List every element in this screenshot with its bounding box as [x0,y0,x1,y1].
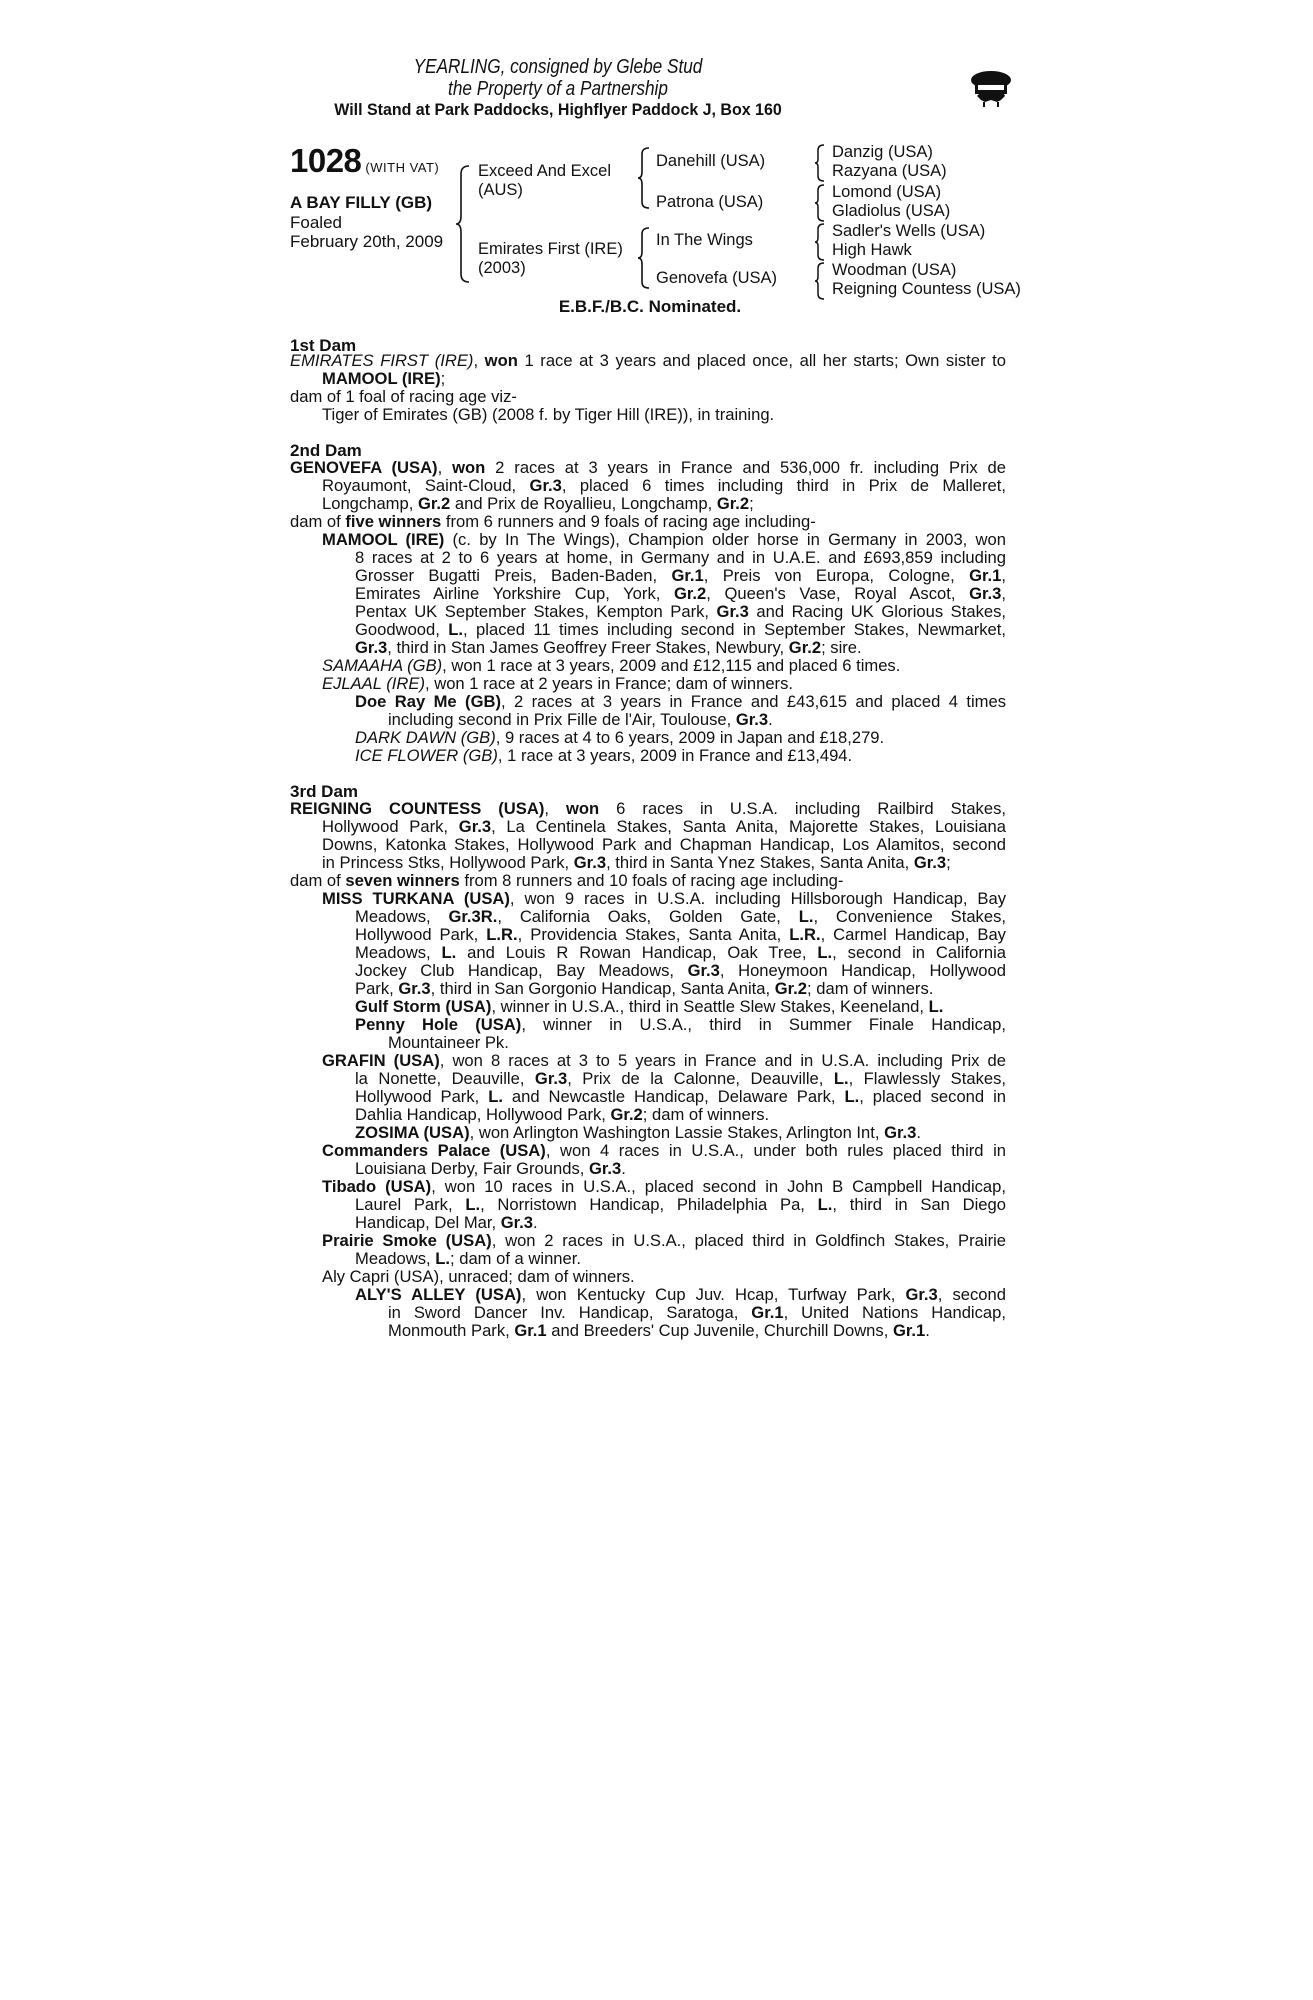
lot-number-block [290,143,439,179]
first-dam-line: EMIRATES FIRST (IRE), won 1 race at 3 years and placed once, all her starts; Own sister to [290,351,1006,370]
grandparent-2: Razyana (USA) [832,162,947,180]
second-dam-line: ICE FLOWER (GB), 1 race at 3 years, 2009 in France and £13,494. [355,746,853,765]
stabling-line: Will Stand at Park Paddocks, Highflyer Paddock J, Box 160 [334,100,782,119]
second-dam-line: Gr.3, third in Stan James Geoffrey Freer Stakes, Newbury, Gr.2; sire. [355,638,862,657]
second-dam-line: Grosser Bugatti Preis, Baden-Baden, Gr.1, Preis von Europa, Cologne, Gr.1, [355,566,1006,585]
sire-origin: (AUS) [478,181,523,199]
second-dam-line: GENOVEFA (USA), won 2 races at 3 years in France and 536,000 fr. including Prix de [290,458,1006,477]
grandparent-6: High Hawk [832,241,912,259]
sire-sire: Danehill (USA) [656,152,766,170]
ownership-line: the Property of a Partnership [448,78,668,100]
third-dam-line: Handicap, Del Mar, Gr.3. [355,1213,538,1232]
second-dam-line: 8 races at 2 to 6 years at home, in Germany and in U.A.E. and £693,859 including [355,548,1006,567]
third-dam-heading: 3rd Dam [290,782,359,801]
grandparent-3: Lomond (USA) [832,183,942,201]
dam-name: Emirates First (IRE) [478,240,623,258]
grandparent-8: Reigning Countess (USA) [832,280,1021,298]
third-dam-line: Dahlia Handicap, Hollywood Park, Gr.2; dam of winners. [355,1105,770,1124]
third-dam-line: Mountaineer Pk. [388,1033,509,1052]
second-dam-line: including second in Prix Fille de l'Air, Toulouse, Gr.3. [388,710,773,729]
pedigree-brace-g78 [814,261,826,301]
first-dam-line: MAMOOL (IRE); [322,369,446,388]
third-dam-line: Meadows, Gr.3R., California Oaks, Golden Gate, L., Convenience Stakes, [355,907,1006,926]
first-dam-line: Tiger of Emirates (GB) (2008 f. by Tiger Hill (IRE)), in training. [322,405,775,424]
pedigree-brace-sire [637,146,651,210]
second-dam-line: Longchamp, Gr.2 and Prix de Royallieu, Longchamp, Gr.2; [322,494,754,513]
third-dam-line: la Nonette, Deauville, Gr.3, Prix de la Calonne, Deauville, L., Flawlessly Stakes, [355,1069,1006,1088]
third-dam-line: Prairie Smoke (USA), won 2 races in U.S.A., placed third in Goldfinch Stakes, Prairie [322,1231,1007,1250]
lot-number: 1028 [290,142,362,179]
foaled-label: Foaled [290,213,342,232]
third-dam-line: Laurel Park, L., Norristown Handicap, Philadelphia Pa, L., third in San Diego [355,1195,1006,1214]
third-dam-line: Hollywood Park, L. and Newcastle Handicap, Delaware Park, L., placed second in [355,1087,1006,1106]
third-dam-line: ALY'S ALLEY (USA), won Kentucky Cup Juv. Hcap, Turfway Park, Gr.3, second [355,1285,1006,1304]
grandparent-7: Woodman (USA) [832,261,957,279]
lot-name: A BAY FILLY (GB) [290,193,433,212]
consignor-line: YEARLING, consigned by Glebe Stud [413,56,703,78]
second-dam-line: Doe Ray Me (GB), 2 races at 3 years in France and £43,615 and placed 4 times [355,692,1006,711]
third-dam-line: Commanders Palace (USA), won 4 races in U.S.A., under both rules placed third in [322,1141,1006,1160]
second-dam-line: dam of five winners from 6 runners and 9 foals of racing age including- [290,512,816,531]
third-dam-line: Gulf Storm (USA), winner in U.S.A., third in Seattle Slew Stakes, Keeneland, L. [355,997,944,1016]
first-dam-heading: 1st Dam [290,336,357,355]
second-dam-line: EJLAAL (IRE), won 1 race at 2 years in France; dam of winners. [322,674,793,693]
second-dam-line: Goodwood, L., placed 11 times including second in September Stakes, Newmarket, [355,620,1006,639]
horse-emblem-icon [967,66,1015,110]
third-dam-line: Meadows, L.; dam of a winner. [355,1249,581,1268]
third-dam-line: MISS TURKANA (USA), won 9 races in U.S.A. including Hillsborough Handicap, Bay [322,889,1006,908]
third-dam-line: Louisiana Derby, Fair Grounds, Gr.3. [355,1159,626,1178]
nomination-note: E.B.F./B.C. Nominated. [558,297,742,316]
pedigree-brace-g12 [814,143,826,183]
third-dam-line: dam of seven winners from 8 runners and 10 foals of racing age including- [290,871,844,890]
dam-dam: Genovefa (USA) [656,269,778,287]
vat-note: (WITH VAT) [365,160,440,175]
third-dam-line: Aly Capri (USA), unraced; dam of winners. [322,1267,635,1286]
grandparent-4: Gladiolus (USA) [832,202,951,220]
third-dam-line: ZOSIMA (USA), won Arlington Washington Lassie Stakes, Arlington Int, Gr.3. [355,1123,921,1142]
third-dam-line: Hollywood Park, L.R., Providencia Stakes, Santa Anita, L.R., Carmel Handicap, Bay [355,925,1006,944]
foaled-date: February 20th, 2009 [290,232,444,251]
pedigree-brace-g34 [814,183,826,223]
third-dam-line: Monmouth Park, Gr.1 and Breeders' Cup Juvenile, Churchill Downs, Gr.1. [388,1321,930,1340]
pedigree-brace-dam [637,226,651,290]
dam-year: (2003) [478,259,526,277]
pedigree-brace-g56 [814,222,826,262]
third-dam-line: Tibado (USA), won 10 races in U.S.A., placed second in John B Campbell Handicap, [322,1177,1007,1196]
third-dam-line: Park, Gr.3, third in San Gorgonio Handicap, Santa Anita, Gr.2; dam of winners. [355,979,934,998]
dam-sire: In The Wings [656,231,753,249]
sire-dam: Patrona (USA) [656,193,764,211]
first-dam-line: dam of 1 foal of racing age viz- [290,387,517,406]
third-dam-line: Meadows, L. and Louis R Rowan Handicap, Oak Tree, L., second in California [355,943,1006,962]
third-dam-line: Penny Hole (USA), winner in U.S.A., third in Summer Finale Handicap, [355,1015,1006,1034]
second-dam-line: Emirates Airline Yorkshire Cup, York, Gr.2, Queen's Vase, Royal Ascot, Gr.3, [355,584,1006,603]
third-dam-line: GRAFIN (USA), won 8 races at 3 to 5 years in France and in U.S.A. including Prix de [322,1051,1006,1070]
grandparent-5: Sadler's Wells (USA) [832,222,986,240]
sire-name: Exceed And Excel [478,162,611,180]
second-dam-line: DARK DAWN (GB), 9 races at 4 to 6 years, 2009 in Japan and £18,279. [355,728,885,747]
second-dam-line: SAMAAHA (GB), won 1 race at 3 years, 2009 and £12,115 and placed 6 times. [322,656,901,675]
third-dam-line: Hollywood Park, Gr.3, La Centinela Stakes, Santa Anita, Majorette Stakes, Louisiana [322,817,1006,836]
second-dam-heading: 2nd Dam [290,441,362,460]
third-dam-line: Jockey Club Handicap, Bay Meadows, Gr.3, Honeymoon Handicap, Hollywood [355,961,1006,980]
third-dam-line: Downs, Katonka Stakes, Hollywood Park and Chapman Handicap, Los Alamitos, second [322,835,1006,854]
grandparent-1: Danzig (USA) [832,143,933,161]
second-dam-line: MAMOOL (IRE) (c. by In The Wings), Champion older horse in Germany in 2003, won [322,530,1006,549]
third-dam-line: in Sword Dancer Inv. Handicap, Saratoga, Gr.1, United Nations Handicap, [388,1303,1006,1322]
second-dam-line: Pentax UK September Stakes, Kempton Park, Gr.3 and Racing UK Glorious Stakes, [355,602,1007,621]
pedigree-brace-main [455,164,471,284]
third-dam-line: in Princess Stks, Hollywood Park, Gr.3, third in Santa Ynez Stakes, Santa Anita, Gr.3; [322,853,951,872]
third-dam-line: REIGNING COUNTESS (USA), won 6 races in U.S.A. including Railbird Stakes, [290,799,1006,818]
second-dam-line: Royaumont, Saint-Cloud, Gr.3, placed 6 times including third in Prix de Malleret, [322,476,1006,495]
